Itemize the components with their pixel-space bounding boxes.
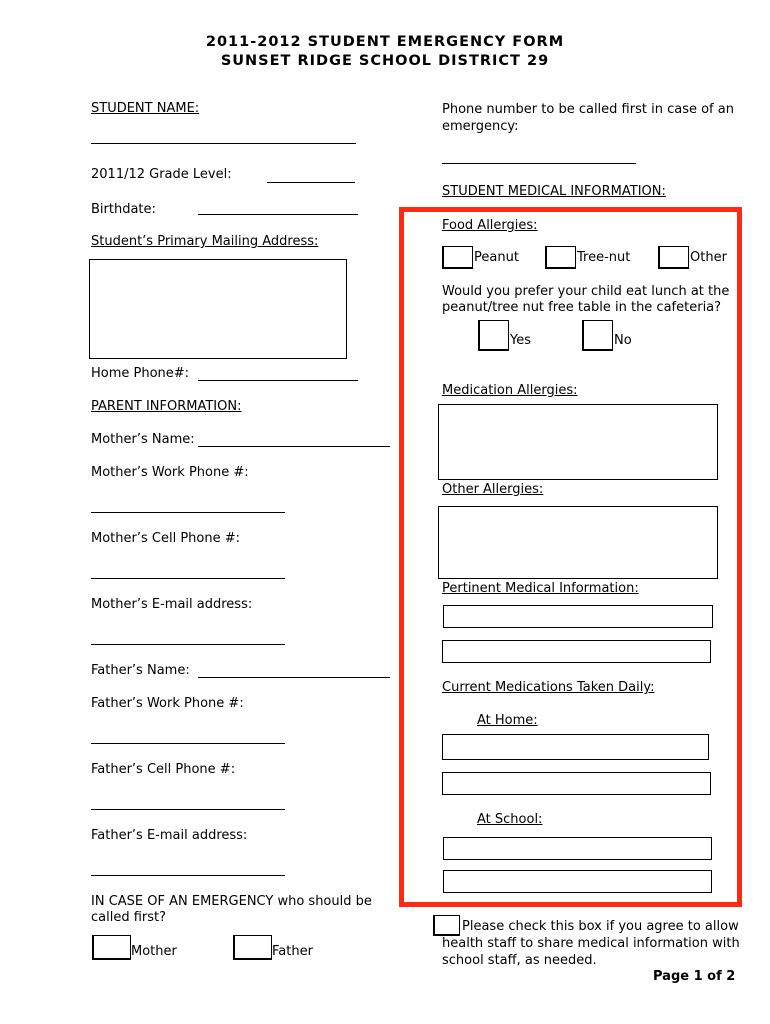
phone-first-label-line2: emergency: xyxy=(442,119,519,134)
at-home-field-2[interactable] xyxy=(442,772,711,795)
lunch-question-line1: Would you prefer your child eat lunch at the xyxy=(442,284,730,299)
student-name-field[interactable] xyxy=(91,143,356,144)
at-home-field-1[interactable] xyxy=(442,734,709,760)
at-home-label: At Home: xyxy=(477,713,538,728)
other-allergy-label: Other xyxy=(690,250,727,265)
phone-first-field[interactable] xyxy=(442,163,636,164)
student-name-label: STUDENT NAME: xyxy=(91,101,200,116)
medication-allergies-label: Medication Allergies: xyxy=(442,383,578,398)
mother-option-label: Mother xyxy=(131,944,177,959)
emergency-question-line1: IN CASE OF AN EMERGENCY who should be xyxy=(91,894,372,909)
mothers-email-field[interactable] xyxy=(91,644,285,645)
fathers-email-field[interactable] xyxy=(91,875,285,876)
fathers-email-label: Father’s E-mail address: xyxy=(91,828,248,843)
consent-text-line1: Please check this box if you agree to allow xyxy=(462,919,739,934)
fathers-work-phone-label: Father’s Work Phone #: xyxy=(91,696,244,711)
other-allergies-box[interactable] xyxy=(438,506,718,579)
other-allergy-checkbox[interactable] xyxy=(658,246,689,269)
mailing-address-box[interactable] xyxy=(89,259,347,359)
fathers-cell-phone-field[interactable] xyxy=(91,809,285,810)
grade-level-field[interactable] xyxy=(267,182,355,183)
birthdate-field[interactable] xyxy=(198,214,358,215)
medication-allergies-box[interactable] xyxy=(438,404,718,480)
mothers-name-field[interactable] xyxy=(198,446,390,447)
fathers-cell-phone-label: Father’s Cell Phone #: xyxy=(91,762,236,777)
home-phone-label: Home Phone#: xyxy=(91,366,190,381)
emergency-question-line2: called first? xyxy=(91,910,167,925)
at-school-label: At School: xyxy=(477,812,543,827)
home-phone-field[interactable] xyxy=(198,380,358,381)
medical-info-heading: STUDENT MEDICAL INFORMATION: xyxy=(442,184,666,199)
form-title: 2011-2012 STUDENT EMERGENCY FORM xyxy=(205,34,565,50)
tree-nut-label: Tree-nut xyxy=(577,250,631,265)
parent-info-heading: PARENT INFORMATION: xyxy=(91,399,242,414)
peanut-checkbox[interactable] xyxy=(442,246,473,269)
father-option-label: Father xyxy=(272,944,313,959)
tree-nut-checkbox[interactable] xyxy=(545,246,576,269)
birthdate-label: Birthdate: xyxy=(91,202,156,217)
mothers-cell-phone-label: Mother’s Cell Phone #: xyxy=(91,531,240,546)
lunch-no-label: No xyxy=(614,333,632,348)
father-checkbox[interactable] xyxy=(233,935,272,960)
food-allergies-label: Food Allergies: xyxy=(442,218,538,233)
fathers-name-field[interactable] xyxy=(198,677,390,678)
lunch-yes-checkbox[interactable] xyxy=(478,320,509,351)
pertinent-medical-label: Pertinent Medical Information: xyxy=(442,581,639,596)
page-number: Page 1 of 2 xyxy=(653,969,736,984)
lunch-yes-label: Yes xyxy=(510,333,531,348)
current-medications-label: Current Medications Taken Daily: xyxy=(442,680,655,695)
pertinent-medical-field-2[interactable] xyxy=(442,640,711,663)
phone-first-label-line1: Phone number to be called first in case of an xyxy=(442,102,734,117)
mother-checkbox[interactable] xyxy=(92,935,131,960)
consent-text-line2: health staff to share medical information with xyxy=(442,936,740,951)
mothers-email-label: Mother’s E-mail address: xyxy=(91,597,253,612)
grade-level-label: 2011/12 Grade Level: xyxy=(91,167,232,182)
lunch-question-line2: peanut/tree nut free table in the cafeteria? xyxy=(442,300,722,315)
mothers-name-label: Mother’s Name: xyxy=(91,432,195,447)
at-school-field-2[interactable] xyxy=(443,870,712,893)
consent-checkbox[interactable] xyxy=(433,915,460,936)
mailing-address-label: Student’s Primary Mailing Address: xyxy=(91,234,319,249)
consent-text-line3: school staff, as needed. xyxy=(442,953,597,968)
lunch-no-checkbox[interactable] xyxy=(582,320,613,351)
mothers-work-phone-field[interactable] xyxy=(91,512,285,513)
at-school-field-1[interactable] xyxy=(443,837,712,860)
fathers-name-label: Father’s Name: xyxy=(91,663,190,678)
mothers-work-phone-label: Mother’s Work Phone #: xyxy=(91,465,249,480)
pertinent-medical-field-1[interactable] xyxy=(443,605,713,628)
district-title: SUNSET RIDGE SCHOOL DISTRICT 29 xyxy=(220,53,550,69)
fathers-work-phone-field[interactable] xyxy=(91,743,285,744)
mothers-cell-phone-field[interactable] xyxy=(91,578,285,579)
peanut-label: Peanut xyxy=(474,250,519,265)
other-allergies-label: Other Allergies: xyxy=(442,482,544,497)
